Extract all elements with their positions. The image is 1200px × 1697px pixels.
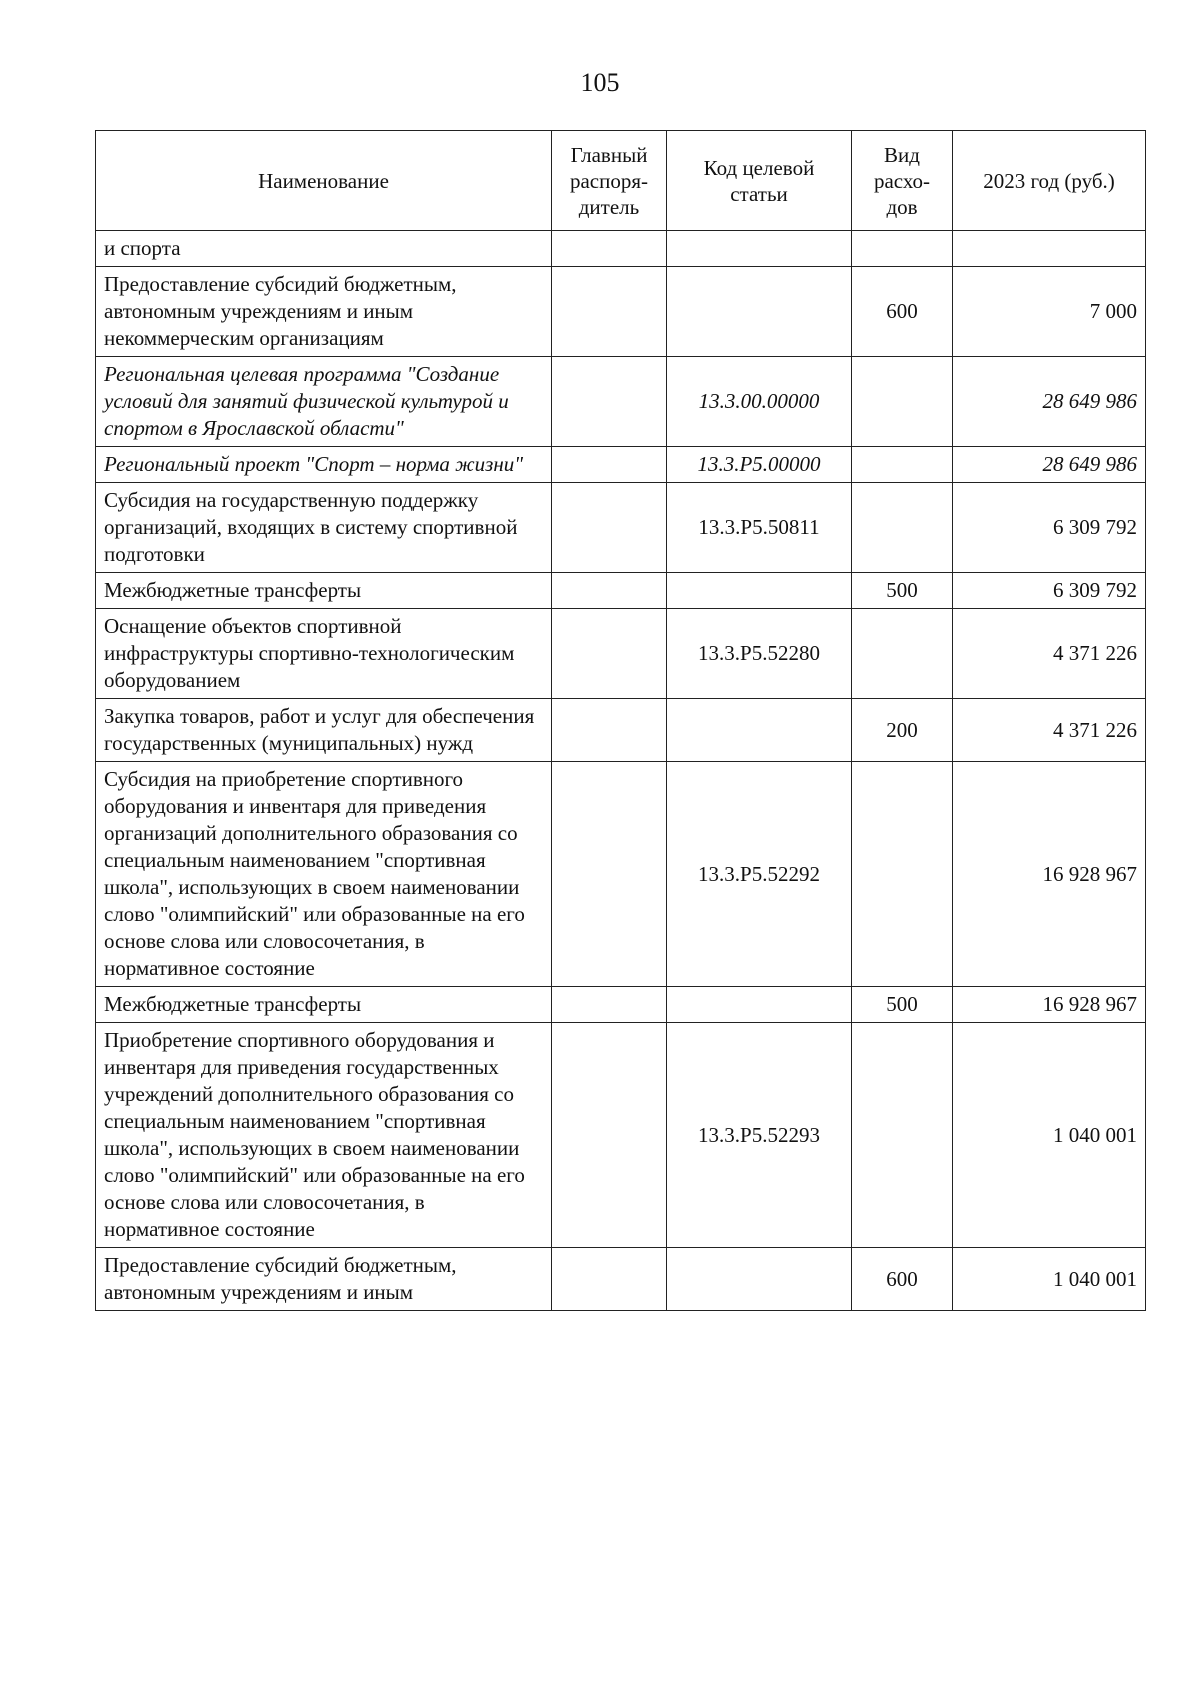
row-expense-type bbox=[852, 762, 953, 987]
table-row bbox=[96, 231, 1146, 267]
row-main-manager bbox=[552, 357, 667, 447]
header-main-manager: Главный распоря-дитель bbox=[552, 131, 667, 231]
table-header-row bbox=[96, 131, 1146, 231]
row-code: 13.3.P5.52280 bbox=[667, 609, 852, 699]
row-expense-type bbox=[852, 609, 953, 699]
row-main-manager bbox=[552, 699, 667, 762]
page-number: 105 bbox=[580, 68, 620, 97]
row-code bbox=[667, 987, 852, 1023]
row-code: 13.3.P5.52293 bbox=[667, 1023, 852, 1248]
row-expense-type: 500 bbox=[852, 573, 953, 609]
row-expense-type: 500 bbox=[852, 987, 953, 1023]
row-expense-type: 600 bbox=[852, 267, 953, 357]
row-amount: 6 309 792 bbox=[953, 483, 1146, 573]
row-expense-type bbox=[852, 1023, 953, 1248]
row-main-manager bbox=[552, 1023, 667, 1248]
row-amount: 1 040 001 bbox=[953, 1248, 1146, 1311]
row-main-manager bbox=[552, 447, 667, 483]
row-code: 13.3.P5.50811 bbox=[667, 483, 852, 573]
row-name: и спорта bbox=[96, 231, 552, 267]
row-name: Межбюджетные трансферты bbox=[96, 573, 552, 609]
table-row bbox=[96, 357, 1146, 447]
row-code bbox=[667, 231, 852, 267]
row-amount bbox=[953, 231, 1146, 267]
row-code bbox=[667, 1248, 852, 1311]
row-main-manager bbox=[552, 762, 667, 987]
row-amount: 6 309 792 bbox=[953, 573, 1146, 609]
row-main-manager bbox=[552, 483, 667, 573]
row-main-manager bbox=[552, 1248, 667, 1311]
table-row bbox=[96, 267, 1146, 357]
row-amount: 16 928 967 bbox=[953, 987, 1146, 1023]
row-name: Оснащение объектов спортивной инфраструктуры спортивно-технологическим оборудованием bbox=[96, 609, 552, 699]
row-amount: 1 040 001 bbox=[953, 1023, 1146, 1248]
row-name: Приобретение спортивного оборудования и инвентаря для приведения государственных учреждений дополнительного образования со специальным наименованием "спортивная школа", использующих в своем наименовании слово "олимпийский" или образованные на его основе слова или словосочетания, в нормативное состояние bbox=[96, 1023, 552, 1248]
row-name: Субсидия на государственную поддержку организаций, входящих в систему спортивной подготовки bbox=[96, 483, 552, 573]
row-amount: 28 649 986 bbox=[953, 447, 1146, 483]
row-name: Закупка товаров, работ и услуг для обеспечения государственных (муниципальных) нужд bbox=[96, 699, 552, 762]
row-main-manager bbox=[552, 267, 667, 357]
table-row bbox=[96, 1023, 1146, 1248]
row-expense-type bbox=[852, 483, 953, 573]
table-row bbox=[96, 447, 1146, 483]
row-amount: 16 928 967 bbox=[953, 762, 1146, 987]
row-amount: 28 649 986 bbox=[953, 357, 1146, 447]
row-code: 13.3.P5.52292 bbox=[667, 762, 852, 987]
budget-table bbox=[95, 130, 1146, 1311]
table-row bbox=[96, 762, 1146, 987]
row-amount: 7 000 bbox=[953, 267, 1146, 357]
row-main-manager bbox=[552, 987, 667, 1023]
row-name: Предоставление субсидий бюджетным, автономным учреждениям и иным bbox=[96, 1248, 552, 1311]
row-code bbox=[667, 699, 852, 762]
row-expense-type bbox=[852, 447, 953, 483]
row-expense-type: 600 bbox=[852, 1248, 953, 1311]
row-expense-type bbox=[852, 357, 953, 447]
table-row bbox=[96, 987, 1146, 1023]
header-expense-type: Вид расхо-дов bbox=[852, 131, 953, 231]
table-row bbox=[96, 1248, 1146, 1311]
row-expense-type bbox=[852, 231, 953, 267]
row-expense-type: 200 bbox=[852, 699, 953, 762]
row-amount: 4 371 226 bbox=[953, 699, 1146, 762]
row-code bbox=[667, 267, 852, 357]
table-row bbox=[96, 609, 1146, 699]
row-code: 13.3.00.00000 bbox=[667, 357, 852, 447]
header-code: Код целевой статьи bbox=[667, 131, 852, 231]
row-code bbox=[667, 573, 852, 609]
row-main-manager bbox=[552, 231, 667, 267]
row-name: Региональный проект "Спорт – норма жизни" bbox=[96, 447, 552, 483]
row-amount: 4 371 226 bbox=[953, 609, 1146, 699]
row-main-manager bbox=[552, 609, 667, 699]
row-main-manager bbox=[552, 573, 667, 609]
table-row bbox=[96, 573, 1146, 609]
row-code: 13.3.P5.00000 bbox=[667, 447, 852, 483]
row-name: Субсидия на приобретение спортивного оборудования и инвентаря для приведения организаций дополнительного образования со специальным наименованием "спортивная школа", использующих в своем наименовании слово "олимпийский" или образованные на его основе слова или словосочетания, в нормативное состояние bbox=[96, 762, 552, 987]
header-amount: 2023 год (руб.) bbox=[953, 131, 1146, 231]
table-row bbox=[96, 699, 1146, 762]
row-name: Предоставление субсидий бюджетным, автономным учреждениям и иным некоммерческим организациям bbox=[96, 267, 552, 357]
row-name: Межбюджетные трансферты bbox=[96, 987, 552, 1023]
row-name: Региональная целевая программа "Создание условий для занятий физической культурой и спортом в Ярославской области" bbox=[96, 357, 552, 447]
header-name: Наименование bbox=[96, 131, 552, 231]
table-row bbox=[96, 483, 1146, 573]
